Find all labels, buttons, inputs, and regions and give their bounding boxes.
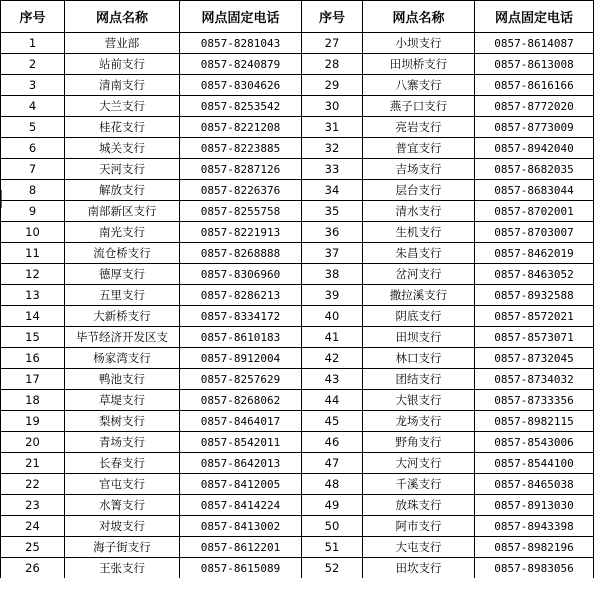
- branch-name-cell[interactable]: 青场支行: [65, 432, 180, 453]
- serial-cell[interactable]: 47: [302, 453, 363, 474]
- serial-cell[interactable]: 45: [302, 411, 363, 432]
- serial-cell[interactable]: 8: [1, 180, 65, 201]
- serial-cell[interactable]: 5: [1, 117, 65, 138]
- phone-cell[interactable]: 0857-8913030: [475, 495, 594, 516]
- phone-cell[interactable]: 0857-8773009: [475, 117, 594, 138]
- branch-name-cell[interactable]: 城关支行: [65, 138, 180, 159]
- serial-cell[interactable]: 33: [302, 159, 363, 180]
- table-row: [1, 243, 594, 264]
- serial-cell[interactable]: 18: [1, 390, 65, 411]
- serial-cell[interactable]: 1: [1, 33, 65, 54]
- branch-name-cell[interactable]: 流仓桥支行: [65, 243, 180, 264]
- phone-cell[interactable]: 0857-8542011: [180, 432, 302, 453]
- branch-name-cell[interactable]: 阴底支行: [363, 306, 475, 327]
- serial-cell[interactable]: 7: [1, 159, 65, 180]
- table-row: [1, 558, 594, 579]
- header-branch-name-left: 网点名称: [65, 1, 180, 33]
- phone-cell[interactable]: 0857-8268888: [180, 243, 302, 264]
- phone-cell[interactable]: 0857-8462019: [475, 243, 594, 264]
- header-phone-left: 网点固定电话: [180, 1, 302, 33]
- branch-name-cell[interactable]: 大屯支行: [363, 537, 475, 558]
- serial-cell[interactable]: 26: [1, 558, 65, 579]
- serial-cell[interactable]: 42: [302, 348, 363, 369]
- branch-name-cell[interactable]: 小坝支行: [363, 33, 475, 54]
- phone-cell[interactable]: 0857-8616166: [475, 75, 594, 96]
- phone-cell[interactable]: 0857-8614087: [475, 33, 594, 54]
- table-row: [1, 180, 594, 201]
- serial-cell[interactable]: 25: [1, 537, 65, 558]
- branch-name-cell[interactable]: 田坝桥支行: [363, 54, 475, 75]
- branch-name-cell[interactable]: 南光支行: [65, 222, 180, 243]
- branch-name-cell[interactable]: 燕子口支行: [363, 96, 475, 117]
- branch-name-cell[interactable]: 南部新区支行: [65, 201, 180, 222]
- branch-name-cell[interactable]: 吉场支行: [363, 159, 475, 180]
- phone-cell[interactable]: 0857-8682035: [475, 159, 594, 180]
- phone-cell[interactable]: 0857-8412005: [180, 474, 302, 495]
- branch-name-cell[interactable]: 长春支行: [65, 453, 180, 474]
- table-row: [1, 33, 594, 54]
- branch-name-cell[interactable]: 解放支行: [65, 180, 180, 201]
- serial-cell[interactable]: 43: [302, 369, 363, 390]
- branch-name-cell[interactable]: 德厚支行: [65, 264, 180, 285]
- serial-cell[interactable]: 27: [302, 33, 363, 54]
- serial-cell[interactable]: 48: [302, 474, 363, 495]
- table-row: [1, 159, 594, 180]
- phone-cell[interactable]: 0857-8268062: [180, 390, 302, 411]
- serial-cell[interactable]: 31: [302, 117, 363, 138]
- header-branch-name-right: 网点名称: [363, 1, 475, 33]
- phone-cell[interactable]: 0857-8287126: [180, 159, 302, 180]
- branch-name-cell[interactable]: 清水支行: [363, 201, 475, 222]
- serial-cell[interactable]: 22: [1, 474, 65, 495]
- serial-cell[interactable]: 39: [302, 285, 363, 306]
- header-serial-right: 序号: [302, 1, 363, 33]
- phone-cell[interactable]: 0857-8304626: [180, 75, 302, 96]
- branch-name-cell[interactable]: 大河支行: [363, 453, 475, 474]
- phone-cell[interactable]: 0857-8221913: [180, 222, 302, 243]
- phone-cell[interactable]: 0857-8253542: [180, 96, 302, 117]
- phone-cell[interactable]: 0857-8613008: [475, 54, 594, 75]
- serial-cell[interactable]: 29: [302, 75, 363, 96]
- serial-cell[interactable]: 30: [302, 96, 363, 117]
- serial-cell[interactable]: 9: [1, 201, 65, 222]
- branch-name-cell[interactable]: 海子街支行: [65, 537, 180, 558]
- phone-cell[interactable]: 0857-8306960: [180, 264, 302, 285]
- table-row: [1, 537, 594, 558]
- phone-cell[interactable]: 0857-8942040: [475, 138, 594, 159]
- branch-name-cell[interactable]: 撒拉溪支行: [363, 285, 475, 306]
- phone-cell[interactable]: 0857-8772020: [475, 96, 594, 117]
- serial-cell[interactable]: 21: [1, 453, 65, 474]
- phone-cell[interactable]: 0857-8240879: [180, 54, 302, 75]
- serial-cell[interactable]: 52: [302, 558, 363, 579]
- branch-name-cell[interactable]: 阿市支行: [363, 516, 475, 537]
- serial-cell[interactable]: 3: [1, 75, 65, 96]
- table-row: [1, 432, 594, 453]
- phone-cell[interactable]: 0857-8703007: [475, 222, 594, 243]
- serial-cell[interactable]: 11: [1, 243, 65, 264]
- serial-cell[interactable]: 51: [302, 537, 363, 558]
- phone-cell[interactable]: 0857-8683044: [475, 180, 594, 201]
- table-row: [1, 327, 594, 348]
- branch-name-cell[interactable]: 桂花支行: [65, 117, 180, 138]
- serial-cell[interactable]: 24: [1, 516, 65, 537]
- branch-name-cell[interactable]: 草堤支行: [65, 390, 180, 411]
- table-row: [1, 453, 594, 474]
- branch-name-cell[interactable]: 团结支行: [363, 369, 475, 390]
- serial-cell[interactable]: 17: [1, 369, 65, 390]
- table-row: [1, 369, 594, 390]
- branch-name-cell[interactable]: 林口支行: [363, 348, 475, 369]
- phone-cell[interactable]: 0857-8615089: [180, 558, 302, 579]
- serial-cell[interactable]: 10: [1, 222, 65, 243]
- branch-name-cell[interactable]: 站前支行: [65, 54, 180, 75]
- phone-cell[interactable]: 0857-8573071: [475, 327, 594, 348]
- serial-cell[interactable]: 46: [302, 432, 363, 453]
- branch-name-cell[interactable]: 水箐支行: [65, 495, 180, 516]
- phone-cell[interactable]: 0857-8226376: [180, 180, 302, 201]
- serial-cell[interactable]: 35: [302, 201, 363, 222]
- serial-cell[interactable]: 4: [1, 96, 65, 117]
- phone-cell[interactable]: 0857-8612201: [180, 537, 302, 558]
- branch-name-cell[interactable]: 梨树支行: [65, 411, 180, 432]
- branch-name-cell[interactable]: 大兰支行: [65, 96, 180, 117]
- phone-cell[interactable]: 0857-8932588: [475, 285, 594, 306]
- serial-cell[interactable]: 16: [1, 348, 65, 369]
- serial-cell[interactable]: 15: [1, 327, 65, 348]
- header-row: [1, 1, 594, 33]
- serial-cell[interactable]: 13: [1, 285, 65, 306]
- phone-cell[interactable]: 0857-8733356: [475, 390, 594, 411]
- phone-cell[interactable]: 0857-8464017: [180, 411, 302, 432]
- branch-name-cell[interactable]: 官屯支行: [65, 474, 180, 495]
- branch-name-cell[interactable]: 普宜支行: [363, 138, 475, 159]
- table-row: [1, 474, 594, 495]
- phone-cell[interactable]: 0857-8983056: [475, 558, 594, 579]
- table-row: [1, 117, 594, 138]
- branch-name-cell[interactable]: 亮岩支行: [363, 117, 475, 138]
- phone-cell[interactable]: 0857-8281043: [180, 33, 302, 54]
- branch-name-cell[interactable]: 对坡支行: [65, 516, 180, 537]
- serial-cell[interactable]: 44: [302, 390, 363, 411]
- branch-name-cell[interactable]: 大新桥支行: [65, 306, 180, 327]
- phone-cell[interactable]: 0857-8255758: [180, 201, 302, 222]
- serial-cell[interactable]: 34: [302, 180, 363, 201]
- serial-cell[interactable]: 40: [302, 306, 363, 327]
- phone-cell[interactable]: 0857-8912004: [180, 348, 302, 369]
- phone-cell[interactable]: 0857-8334172: [180, 306, 302, 327]
- phone-cell[interactable]: 0857-8732045: [475, 348, 594, 369]
- serial-cell[interactable]: 50: [302, 516, 363, 537]
- serial-cell[interactable]: 36: [302, 222, 363, 243]
- table-row: [1, 138, 594, 159]
- table-row: [1, 306, 594, 327]
- branch-name-cell[interactable]: 田坎支行: [363, 558, 475, 579]
- serial-cell[interactable]: 19: [1, 411, 65, 432]
- phone-cell[interactable]: 0857-8544100: [475, 453, 594, 474]
- branch-name-cell[interactable]: 王张支行: [65, 558, 180, 579]
- phone-cell[interactable]: 0857-8413002: [180, 516, 302, 537]
- branch-name-cell[interactable]: 毕节经济开发区支: [65, 327, 180, 348]
- phone-cell[interactable]: 0857-8257629: [180, 369, 302, 390]
- phone-cell[interactable]: 0857-8610183: [180, 327, 302, 348]
- header-phone-right: 网点固定电话: [475, 1, 594, 33]
- table-row: [1, 348, 594, 369]
- table-row: [1, 411, 594, 432]
- branch-name-cell[interactable]: 生机支行: [363, 222, 475, 243]
- branch-name-cell[interactable]: 野角支行: [363, 432, 475, 453]
- branch-name-cell[interactable]: 龙场支行: [363, 411, 475, 432]
- phone-cell[interactable]: 0857-8465038: [475, 474, 594, 495]
- table-row: [1, 222, 594, 243]
- branch-name-cell[interactable]: 层台支行: [363, 180, 475, 201]
- phone-cell[interactable]: 0857-8943398: [475, 516, 594, 537]
- serial-cell[interactable]: 41: [302, 327, 363, 348]
- phone-cell[interactable]: 0857-8702001: [475, 201, 594, 222]
- serial-cell[interactable]: 37: [302, 243, 363, 264]
- table-row: [1, 264, 594, 285]
- branch-name-cell[interactable]: 八寨支行: [363, 75, 475, 96]
- table-row: [1, 201, 594, 222]
- phone-cell[interactable]: 0857-8414224: [180, 495, 302, 516]
- branch-name-cell[interactable]: 天河支行: [65, 159, 180, 180]
- branch-name-cell[interactable]: 放珠支行: [363, 495, 475, 516]
- serial-cell[interactable]: 20: [1, 432, 65, 453]
- table-row: [1, 96, 594, 117]
- branch-name-cell[interactable]: 田坝支行: [363, 327, 475, 348]
- serial-cell[interactable]: 23: [1, 495, 65, 516]
- serial-cell[interactable]: 49: [302, 495, 363, 516]
- table-row: [1, 54, 594, 75]
- table-row: [1, 495, 594, 516]
- branch-name-cell[interactable]: 营业部: [65, 33, 180, 54]
- phone-cell[interactable]: 0857-8286213: [180, 285, 302, 306]
- table-row: [1, 75, 594, 96]
- branch-name-cell[interactable]: 岔河支行: [363, 264, 475, 285]
- table-row: [1, 516, 594, 537]
- phone-cell[interactable]: 0857-8734032: [475, 369, 594, 390]
- branch-name-cell[interactable]: 杨家湾支行: [65, 348, 180, 369]
- branch-name-cell[interactable]: 五里支行: [65, 285, 180, 306]
- phone-cell[interactable]: 0857-8543006: [475, 432, 594, 453]
- serial-cell[interactable]: 28: [302, 54, 363, 75]
- phone-cell[interactable]: 0857-8642013: [180, 453, 302, 474]
- branch-name-cell[interactable]: 大银支行: [363, 390, 475, 411]
- phone-cell[interactable]: 0857-8982196: [475, 537, 594, 558]
- phone-cell[interactable]: 0857-8463052: [475, 264, 594, 285]
- table-row: [1, 285, 594, 306]
- phone-cell[interactable]: 0857-8982115: [475, 411, 594, 432]
- branch-name-cell[interactable]: 清南支行: [65, 75, 180, 96]
- header-serial-left: 序号: [1, 1, 65, 33]
- serial-cell[interactable]: 14: [1, 306, 65, 327]
- phone-cell[interactable]: 0857-8572021: [475, 306, 594, 327]
- table-row: [1, 390, 594, 411]
- serial-cell[interactable]: 2: [1, 54, 65, 75]
- phone-cell[interactable]: 0857-8223885: [180, 138, 302, 159]
- serial-cell[interactable]: 32: [302, 138, 363, 159]
- serial-cell[interactable]: 6: [1, 138, 65, 159]
- serial-cell[interactable]: 12: [1, 264, 65, 285]
- branch-name-cell[interactable]: 千溪支行: [363, 474, 475, 495]
- branch-name-cell[interactable]: 鸭池支行: [65, 369, 180, 390]
- branch-name-cell[interactable]: 朱昌支行: [363, 243, 475, 264]
- phone-cell[interactable]: 0857-8221208: [180, 117, 302, 138]
- serial-cell[interactable]: 38: [302, 264, 363, 285]
